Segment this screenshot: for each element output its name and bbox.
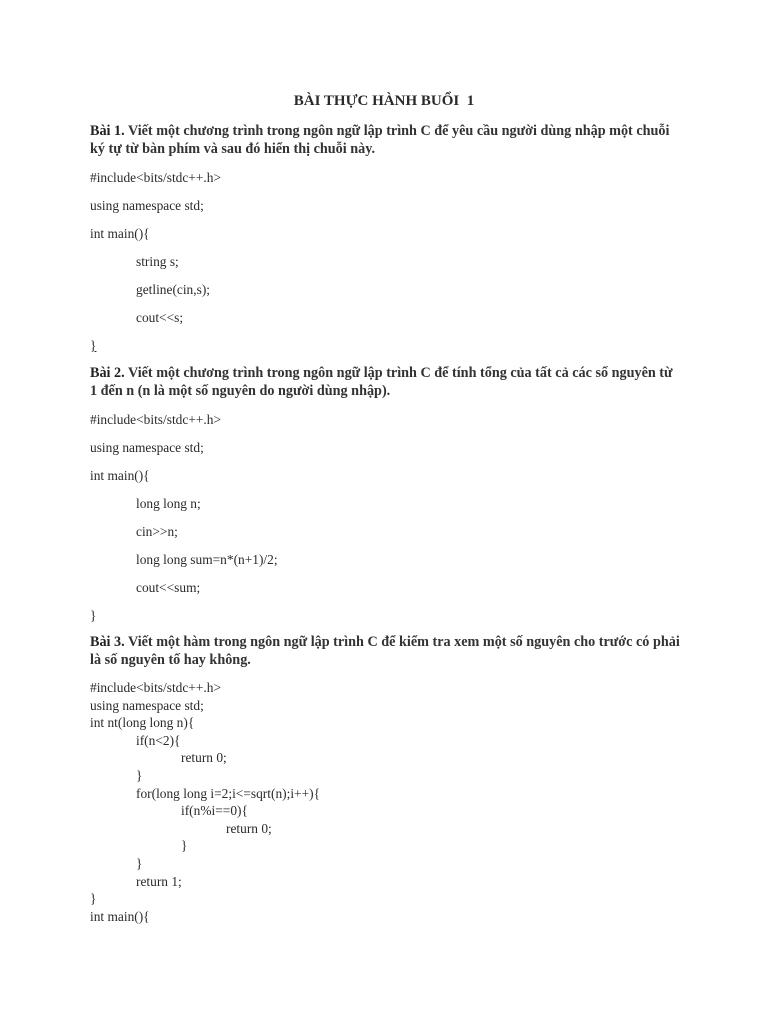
code-line: return 0; — [226, 820, 272, 836]
code-line: for(long long i=2;i<=sqrt(n);i++){ — [136, 785, 321, 801]
code-line: if(n%i==0){ — [181, 803, 248, 819]
code-line: } — [136, 856, 143, 871]
exercise-1-statement — [90, 122, 680, 158]
code-line: int main(){ — [90, 226, 150, 241]
exercise-1-text: Viết một chương trình trong ngôn ngữ lập trình C để yêu cầu người dùng nhập một chuỗi ký tự từ bàn phím và sau đó hiển thị chuỗi này. — [90, 123, 670, 157]
code-line: } — [136, 768, 143, 783]
code-line: cin>>n; — [136, 524, 178, 539]
code-line: } — [90, 891, 97, 907]
code-line: } — [181, 838, 188, 854]
code-line: getline(cin,s); — [136, 282, 210, 297]
code-line: #include<bits/stdc++.h> — [90, 170, 221, 185]
code-line: } — [90, 608, 97, 623]
exercise-1-code — [90, 170, 221, 353]
code-line: int main(){ — [90, 468, 150, 483]
code-line: } — [90, 338, 97, 353]
code-line: return 0; — [181, 750, 227, 766]
exercise-3-code — [90, 680, 321, 936]
code-line: using namespace std; — [90, 198, 204, 213]
code-line: long long n; — [136, 496, 201, 511]
code-line: #include<bits/stdc++.h> — [90, 680, 221, 695]
code-line: int nt(long long n){ — [90, 715, 195, 731]
page-title: BÀI THỰC HÀNH BUỔI 1 — [293, 93, 475, 109]
code-line: int main(){ — [90, 908, 150, 924]
code-line: #include<bits/stdc++.h> — [90, 412, 221, 427]
exercise-2-number: Bài 2. — [90, 365, 125, 381]
code-line: long long sum=n*(n+1)/2; — [136, 552, 278, 567]
exercise-2-text: Viết một chương trình trong ngôn ngữ lập trình C để tính tổng của tất cả các số nguyên từ 1 đến n (n là một số nguyên do người dùng nhập). — [90, 365, 673, 399]
code-line: using namespace std; — [90, 440, 204, 455]
code-line: string s; — [136, 254, 179, 269]
code-line: return 1; — [136, 873, 182, 889]
exercise-3-number: Bài 3. — [90, 634, 125, 650]
code-line: cout<<sum; — [136, 580, 201, 595]
code-line: if(n<2){ — [136, 732, 181, 748]
code-line: cout<<s; — [136, 310, 184, 325]
code-line: using namespace std; — [90, 697, 204, 713]
exercise-2-statement — [90, 364, 680, 400]
exercise-3-statement — [90, 633, 680, 669]
exercise-2-code — [90, 412, 278, 623]
exercise-3-text: Viết một hàm trong ngôn ngữ lập trình C để kiểm tra xem một số nguyên cho trước có phải là số nguyên tố hay không. — [90, 634, 680, 668]
exercise-1-number: Bài 1. — [90, 123, 125, 139]
